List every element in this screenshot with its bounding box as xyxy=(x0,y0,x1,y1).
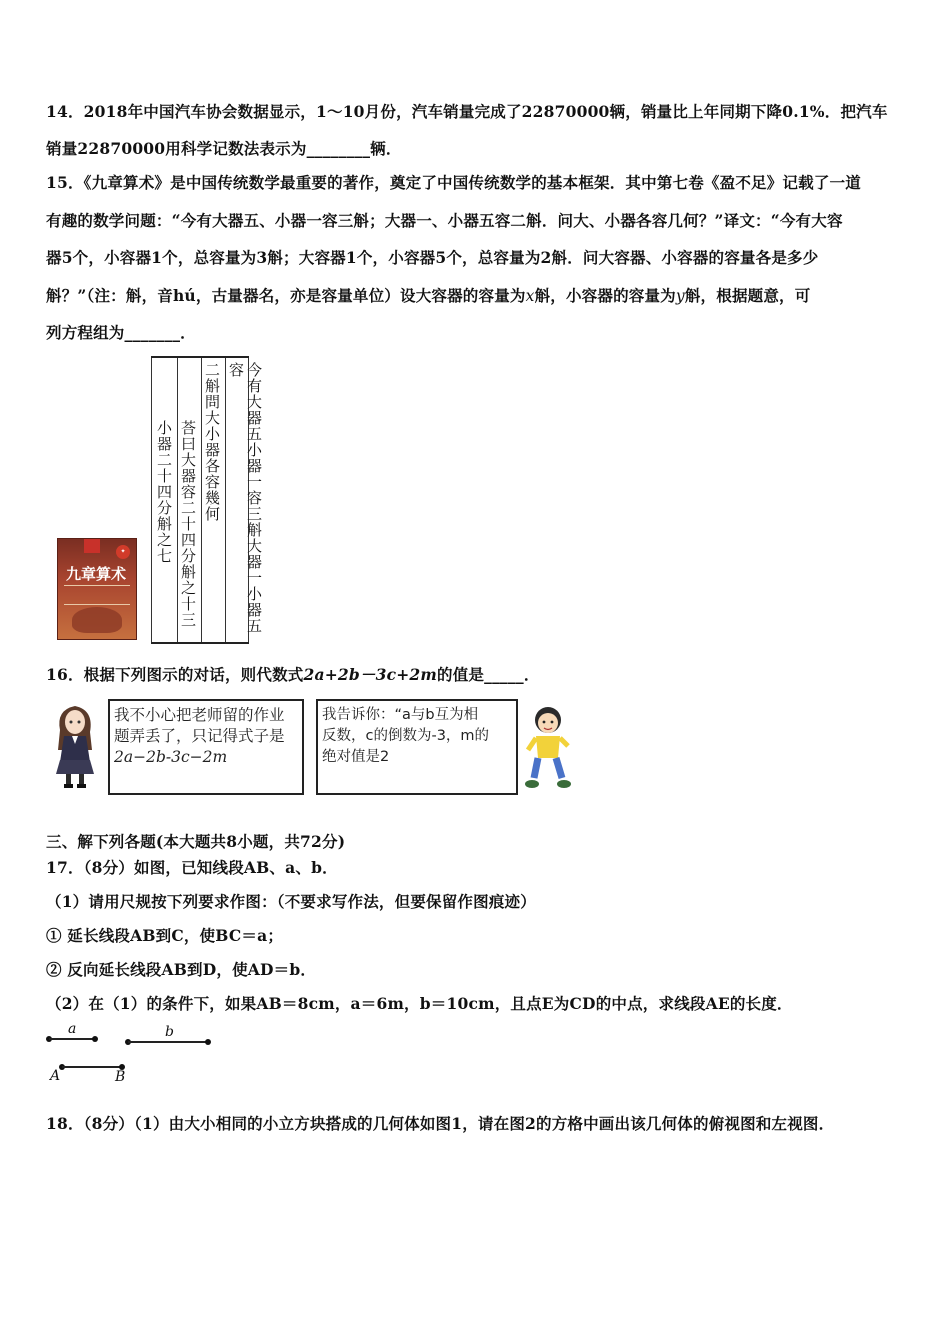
book-title: 九章算术 xyxy=(66,565,127,583)
girl-illustration xyxy=(46,700,104,792)
classical-text-excerpt xyxy=(151,356,263,644)
segment-a-label: a xyxy=(68,1021,77,1037)
bubble-right-line-3: 绝对值是2 xyxy=(322,749,390,765)
q15-line-1: 15．《九章算术》是中国传统数学最重要的著作，奠定了中国传统数学的基本框架．其中第七卷《盈不足》记载了一道 xyxy=(46,173,861,192)
speech-bubble-right xyxy=(316,699,518,795)
q15-line-4-b: 斛，小容器的容量为 xyxy=(534,286,676,305)
classical-column-2: 二斛問大小器各容幾何 xyxy=(203,362,221,522)
q18-line-1: 18．（8分）（1）由大小相同的小立方块搭成的几何体如图1，请在图2的方格中画出该几何体的俯视图和左视图． xyxy=(46,1114,835,1133)
q17-line-3: ① 延长线段AB到C，使BC＝a； xyxy=(46,926,284,945)
bubble-right-line-2: 反数，c的倒数为-3，m的 xyxy=(322,728,490,744)
q17-line-4: ② 反向延长线段AB到D，使AD＝b． xyxy=(46,960,317,979)
variable-y: y xyxy=(675,287,685,305)
segment-b-end-point xyxy=(205,1039,211,1045)
segment-a-end-point xyxy=(92,1036,98,1042)
q15-line-5: 列方程组为_______． xyxy=(46,323,196,342)
q14-line-1: 14．2018年中国汽车协会数据显示，1～10月份，汽车销量完成了22870000辆，销量比上年同期下降0.1%．把汽车 xyxy=(46,102,888,121)
book-stamp xyxy=(84,539,100,553)
classical-column-3: 荅曰大器容二十四分斛之十三 xyxy=(179,420,197,628)
bubble-left-line-3: 2a−2b-3c−2m xyxy=(114,748,228,766)
variable-x: x xyxy=(525,287,535,305)
q15-line-2: 有趣的数学问题：“今有大器五、小器一容三斛；大器一、小器五容二斛．问大、小器各容几何？”译文：“今有大容 xyxy=(46,211,843,230)
q16-prompt-a: 16．根据下列图示的对话，则代数式 xyxy=(46,665,304,684)
segment-b xyxy=(128,1041,208,1043)
bubble-right-line-1: 我告诉你：“a与b互为相 xyxy=(322,707,479,723)
q15-line-4-c: 斛，根据题意，可 xyxy=(684,286,811,305)
book-illustration xyxy=(72,607,122,633)
q15-line-4 xyxy=(46,285,810,307)
q16-prompt xyxy=(46,664,540,686)
book-badge: ✦ xyxy=(116,545,130,559)
section-3-heading: 三、解下列各题(本大题共8小题，共72分) xyxy=(46,832,346,851)
q14-line-2: 销量22870000用科学记数法表示为________辆． xyxy=(46,139,402,158)
speech-bubble-left xyxy=(108,699,304,795)
book-subtitle-band xyxy=(64,585,130,605)
segment-AB xyxy=(62,1066,122,1068)
boy-illustration xyxy=(524,704,572,792)
q17-line-2: （1）请用尺规按下列要求作图：（不要求写作法，但要保留作图痕迹） xyxy=(46,892,536,911)
q15-line-4-a: 斛？”（注：斛，音hú，古量器名，亦是容量单位）设大容器的容量为 xyxy=(46,286,526,305)
q17-line-1: 17．（8分）如图，已知线段AB、a、b． xyxy=(46,858,338,877)
bubble-left-line-1: 我不小心把老师留的作业 xyxy=(114,706,285,724)
classical-column-1: 今有大器五小器一容三斛大器一小器五容 xyxy=(227,362,263,634)
q16-expression: 2a+2b－3c+2m xyxy=(303,665,438,684)
book-cover-image xyxy=(57,538,137,640)
segment-a xyxy=(49,1038,95,1040)
point-B-label: B xyxy=(115,1069,126,1085)
q16-prompt-b: 的值是_____． xyxy=(437,665,540,684)
point-A-label: A xyxy=(50,1068,61,1084)
q17-line-5: （2）在（1）的条件下，如果AB＝8cm，a＝6m，b＝10cm，且点E为CD的中点，求线段AE的长度． xyxy=(46,994,793,1013)
q15-line-3: 器5个，小容器1个，总容量为3斛；大容器1个，小容器5个，总容量为2斛．问大容器、小容器的容量各是多少 xyxy=(46,248,819,267)
bubble-left-line-2: 题弄丢了，只记得式子是 xyxy=(114,727,285,745)
segment-b-label: b xyxy=(165,1024,174,1040)
classical-column-4: 小器二十四分斛之七 xyxy=(155,420,173,564)
